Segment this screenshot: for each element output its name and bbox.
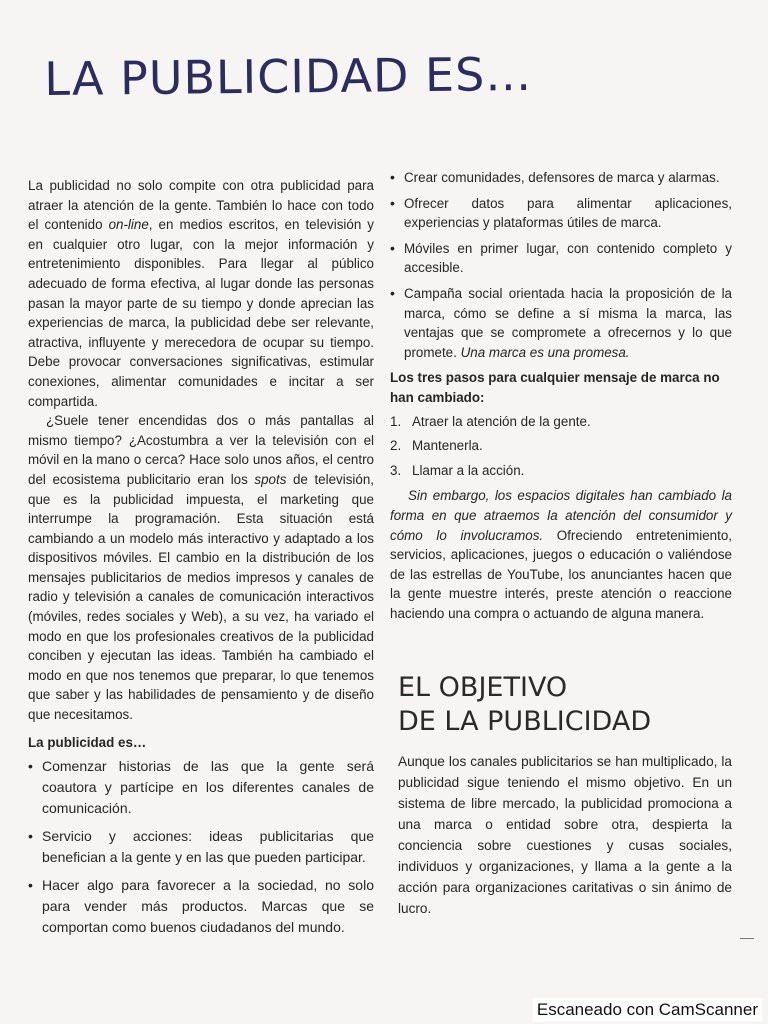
- camscanner-watermark: Escaneado con CamScanner: [533, 998, 762, 1022]
- divider-mark: [740, 938, 754, 939]
- bullet-list-left: [28, 756, 374, 938]
- paragraph-intro: La publicidad no solo compite con otra publicidad para atraer la atención de la gente. También lo hace con todo el contenido on-line, en medios escritos, en televisión y en cualquier otro lugar, con la mejor información y entretenimiento disponibles. Para llegar al público adecuado de forma efectiva, al lugar donde las personas pasan la mayor parte de su tiempo y donde aprecian las experiencias de marca, la publicidad debe ser relevante, atractiva, influyente y merecedora de ocupar su tiempo. Debe provocar conversaciones significativas, estimular conexiones, alimentar comunidades e incitar a ser compartida.: [28, 178, 375, 409]
- subheading-publicidad-es: La publicidad es…: [28, 734, 147, 750]
- left-column: [28, 176, 374, 945]
- list-item: • Ofrecer datos para alimentar aplicaciones, experiencias y plataformas útiles de marca.: [390, 194, 732, 233]
- list-item: 3. Llamar a la acción.: [390, 462, 525, 478]
- page-title: LA PUBLICIDAD ES…: [44, 46, 533, 106]
- list-item: • Móviles en primer lugar, con contenido completo y accesible.: [390, 239, 732, 278]
- paragraph-objetivo: Aunque los canales publicitarios se han multiplicado, la publicidad sigue teniendo el mismo objetivo. En un sistema de libre mercado, la publicidad promociona a una marca o entidad sobre otra, despierta la conciencia sobre cuestiones y cusas sociales, individuos y organizaciones, y llama a la gente a la acción para organizaciones caritativas o sin ánimo de lucro.: [398, 754, 732, 917]
- right-column: [390, 168, 732, 919]
- list-item: • Comenzar historias de las que la gente será coautora y partícipe en los diferentes canales de comunicación.: [28, 756, 374, 819]
- list-item: • Hacer algo para favorecer a la sociedad, no solo para vender más productos. Marcas que se comportan como buenos ciudadanos del mundo.: [28, 875, 374, 938]
- list-item: • Campaña social orientada hacia la proposición de la marca, cómo se define a sí misma la marca, las ventajas que se compromete a ofrecernos y lo que promete. Una marca es una promesa.: [390, 284, 732, 362]
- list-item: • Crear comunidades, defensores de marca y alarmas.: [390, 168, 732, 188]
- steps-list: [390, 412, 732, 481]
- bullet-list-right: [390, 168, 732, 362]
- subheading-steps: Los tres pasos para cualquier mensaje de marca no han cambiado:: [390, 370, 720, 405]
- list-item: • Servicio y acciones: ideas publicitarias que benefician a la gente y en las que pueden participar.: [28, 826, 374, 868]
- section-title-objetivo: EL OBJETIVO DE LA PUBLICIDAD: [398, 672, 652, 738]
- paragraph-screens: ¿Suele tener encendidas dos o más pantallas al mismo tiempo? ¿Acostumbra a ver la televisión con el móvil en la mano o cerca? Hace solo unos años, el centro del ecosistema publicitario eran los spots de televisión, que es la publicidad impuesta, el marketing que interrumpe la programación. Esta situación está cambiando a un modelo más interactivo y adaptado a los dispositivos móviles. El cambio en la distribución de los mensajes publicitarios de medios impresos y canales de radio y televisión a canales de comunicación interactivos (móviles, redes sociales y Web), a su vez, ha variado el modo en que los profesionales creativos de la publicidad conciben y ejecutan las ideas. También ha cambiado el modo en que nos tenemos que preparar, lo que tenemos que saber y las habilidades de pensamiento y de diseño que necesitamos.: [28, 413, 374, 723]
- list-item: 1. Atraer la atención de la gente.: [390, 413, 591, 429]
- paragraph-digital: Sin embargo, los espacios digitales han cambiado la forma en que atraemos la atención del consumidor y cómo lo involucramos. Ofreciendo entretenimiento, servicios, aplicaciones, juegos o educación o valiéndose de las estrellas de YouTube, los anunciantes hacen que la gente muestre interés, preste atención o reaccione haciendo una compra o actuando de alguna manera.: [390, 488, 732, 621]
- list-item: 2. Mantenerla.: [390, 438, 483, 454]
